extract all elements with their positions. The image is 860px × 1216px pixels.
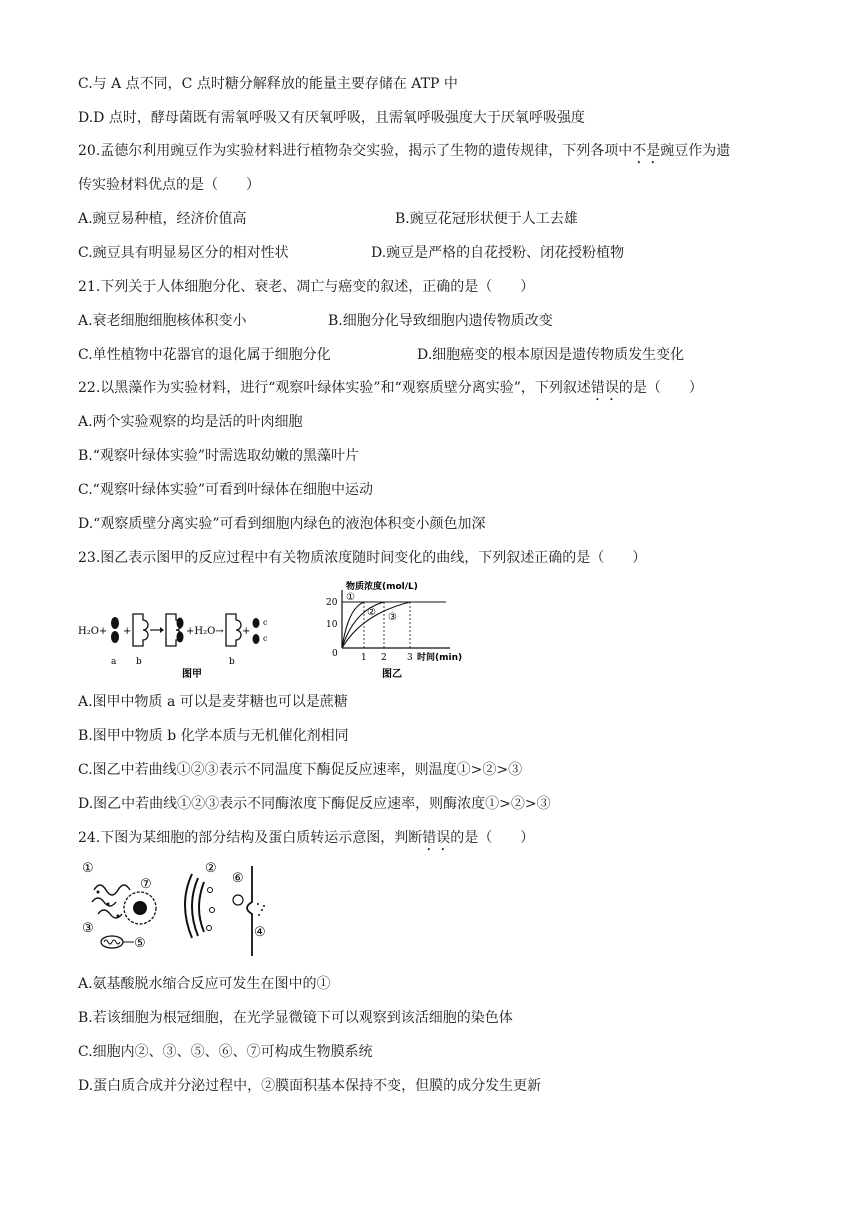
fig-yi-curve-label-3: ③ — [388, 612, 397, 623]
q20-option-a: A.豌豆易种植，经济价值高 — [78, 211, 247, 227]
fig-jia-label-b2: b — [229, 657, 235, 667]
secreted-protein-dot — [263, 905, 265, 907]
q22-option-b: B.“观察叶绿体实验”时需选取幼嫩的黑藻叶片 — [78, 448, 360, 464]
secreted-protein-dot — [261, 909, 263, 911]
secretory-vesicle — [233, 895, 243, 905]
product-c-bottom — [253, 634, 260, 644]
fig-jia-label-c2: c — [263, 634, 268, 643]
fig-jia-caption: 图甲 — [182, 669, 202, 680]
figure-jia-enzyme-reaction — [78, 590, 278, 682]
q24-option-a: A.氨基酸脱水缩合反应可发生在图中的① — [78, 976, 331, 992]
ribosome-dot — [97, 891, 100, 894]
q24-option-c: C.细胞内②、③、⑤、⑥、⑦可构成生物膜系统 — [78, 1044, 373, 1060]
fig-yi-ytick-20: 20 — [326, 598, 338, 608]
cell-label-7: ⑦ — [140, 877, 152, 892]
figure-cell-structure — [78, 860, 278, 960]
q20-option-c: C.豌豆具有明显易区分的相对性状 — [78, 245, 289, 261]
fig-yi-caption: 图乙 — [382, 669, 402, 680]
fig-jia-label-a: a — [111, 657, 117, 667]
arrow-1-head — [160, 627, 164, 633]
q21-option-c: C.单性植物中花器官的退化属于细胞分化 — [78, 347, 331, 363]
q22-option-c: C.“观察叶绿体实验”可看到叶绿体在细胞中运动 — [78, 482, 373, 498]
fig-yi-xtick-2: 2 — [381, 653, 387, 663]
cell-label-1: ① — [82, 861, 94, 876]
vesicle — [207, 926, 212, 931]
figure-yi-concentration-curve — [322, 578, 482, 682]
q20-stem-line2: 传实验材料优点的是（ ） — [78, 177, 260, 193]
golgi-cisterna-1 — [185, 874, 192, 938]
fig-yi-curve-label-2: ② — [367, 607, 376, 618]
cell-label-2: ② — [205, 861, 217, 876]
q19-option-d: D.D 点时，酵母菌既有需氧呼吸又有厌氧呼吸，且需氧呼吸强度大于厌氧呼吸强度 — [78, 110, 585, 126]
golgi-cisterna-3 — [199, 882, 204, 932]
substrate-a-top-shape — [111, 617, 119, 629]
q21-option-a: A.衰老细胞细胞核体积变小 — [78, 313, 247, 329]
vesicle — [210, 908, 215, 913]
q21-stem: 21.下列关于人体细胞分化、衰老、凋亡与癌变的叙述，正确的是（ ） — [78, 279, 535, 295]
fig-yi-curve-label-1: ① — [346, 592, 355, 603]
cell-label-4: ④ — [254, 925, 266, 940]
complex-substrate-top — [177, 618, 184, 629]
q20-option-d: D.豌豆是严格的自花授粉、闭花授粉植物 — [371, 245, 625, 261]
cell-label-3: ③ — [82, 921, 94, 936]
vesicle — [208, 888, 213, 893]
q24-option-d: D.蛋白质合成并分泌过程中，②膜面积基本保持不变，但膜的成分发生更新 — [78, 1078, 542, 1094]
fig-yi-ytick-10: 10 — [326, 620, 338, 630]
secreted-protein-dot — [258, 914, 260, 916]
substrate-a-bottom-shape — [111, 631, 119, 643]
er-membrane-1 — [94, 885, 130, 895]
fig-jia-h2o-left: H₂O+ — [78, 626, 108, 637]
q23-option-b: B.图甲中物质 b 化学本质与无机催化剂相同 — [78, 728, 349, 744]
fig-jia-label-c1: c — [263, 618, 268, 627]
fig-jia-plus-2: + — [242, 626, 251, 637]
q23-option-a: A.图甲中物质 a 可以是麦芽糖也可以是蔗糖 — [78, 694, 348, 710]
cell-label-5: ⑤ — [134, 936, 146, 951]
q21-option-b: B.细胞分化导致细胞内遗传物质改变 — [328, 313, 553, 329]
q21-option-d: D.细胞癌变的根本原因是遗传物质发生变化 — [417, 347, 685, 363]
q20-option-b: B.豌豆花冠形状便于人工去雄 — [395, 211, 578, 227]
fig-jia-h2o-right: +H₂O→ — [186, 626, 224, 637]
fig-yi-ytick-0: 0 — [332, 649, 338, 659]
cell-label-6: ⑥ — [232, 871, 244, 886]
ribosome-dot — [107, 903, 110, 906]
q23-stem: 23.图乙表示图甲的反应过程中有关物质浓度随时间变化的曲线，下列叙述正确的是（ ） — [78, 550, 647, 566]
secreted-protein-dot — [257, 903, 259, 905]
q22-stem: 22.以黑藻作为实验材料，进行“观察叶绿体实验”和“观察质壁分离实验”，下列叙述错误的是（ ） — [78, 380, 703, 396]
nucleolus — [133, 901, 147, 915]
mitochondrion-cristae — [104, 940, 120, 944]
q24-option-b: B.若该细胞为根冠细胞，在光学显微镜下可以观察到该活细胞的染色体 — [78, 1010, 513, 1026]
fig-yi-xtick-1: 1 — [361, 653, 367, 663]
ribosome-dot — [117, 915, 120, 918]
enzyme-b-released-shape — [226, 614, 241, 646]
golgi-cisterna-2 — [192, 878, 198, 936]
cell-membrane — [247, 866, 252, 956]
q20-stem-line1: 20.孟德尔利用豌豆作为实验材料进行植物杂交实验，揭示了生物的遗传规律，下列各项中不是豌豆作为遗 — [78, 143, 731, 159]
fig-jia-label-b1: b — [136, 657, 142, 667]
fig-yi-xtick-3: 3 — [407, 653, 413, 663]
product-c-top — [253, 618, 260, 628]
q19-option-c: C.与 A 点不同，C 点时糖分解释放的能量主要存储在 ATP 中 — [78, 76, 458, 92]
fig-yi-curve-2 — [342, 602, 384, 648]
q22-option-a: A.两个实验观察的均是活的叶肉细胞 — [78, 414, 303, 430]
fig-jia-plus: + — [123, 626, 132, 637]
q23-option-c: C.图乙中若曲线①②③表示不同温度下酶促反应速率，则温度①>②>③ — [78, 762, 523, 778]
complex-substrate-bottom — [177, 632, 184, 643]
q22-option-d: D.“观察质壁分离实验”可看到细胞内绿色的液泡体积变小颜色加深 — [78, 516, 486, 532]
enzyme-b-shape — [133, 614, 148, 646]
er-membrane-2 — [92, 898, 116, 906]
q23-option-d: D.图乙中若曲线①②③表示不同酶浓度下酶促反应速率，则酶浓度①>②>③ — [78, 796, 551, 812]
fig-yi-ylabel: 物质浓度(mol/L) — [346, 582, 418, 592]
q24-stem: 24.下图为某细胞的部分结构及蛋白质转运示意图，判断错误的是（ ） — [78, 830, 535, 846]
fig-yi-xlabel: 时间(min) — [417, 653, 463, 663]
